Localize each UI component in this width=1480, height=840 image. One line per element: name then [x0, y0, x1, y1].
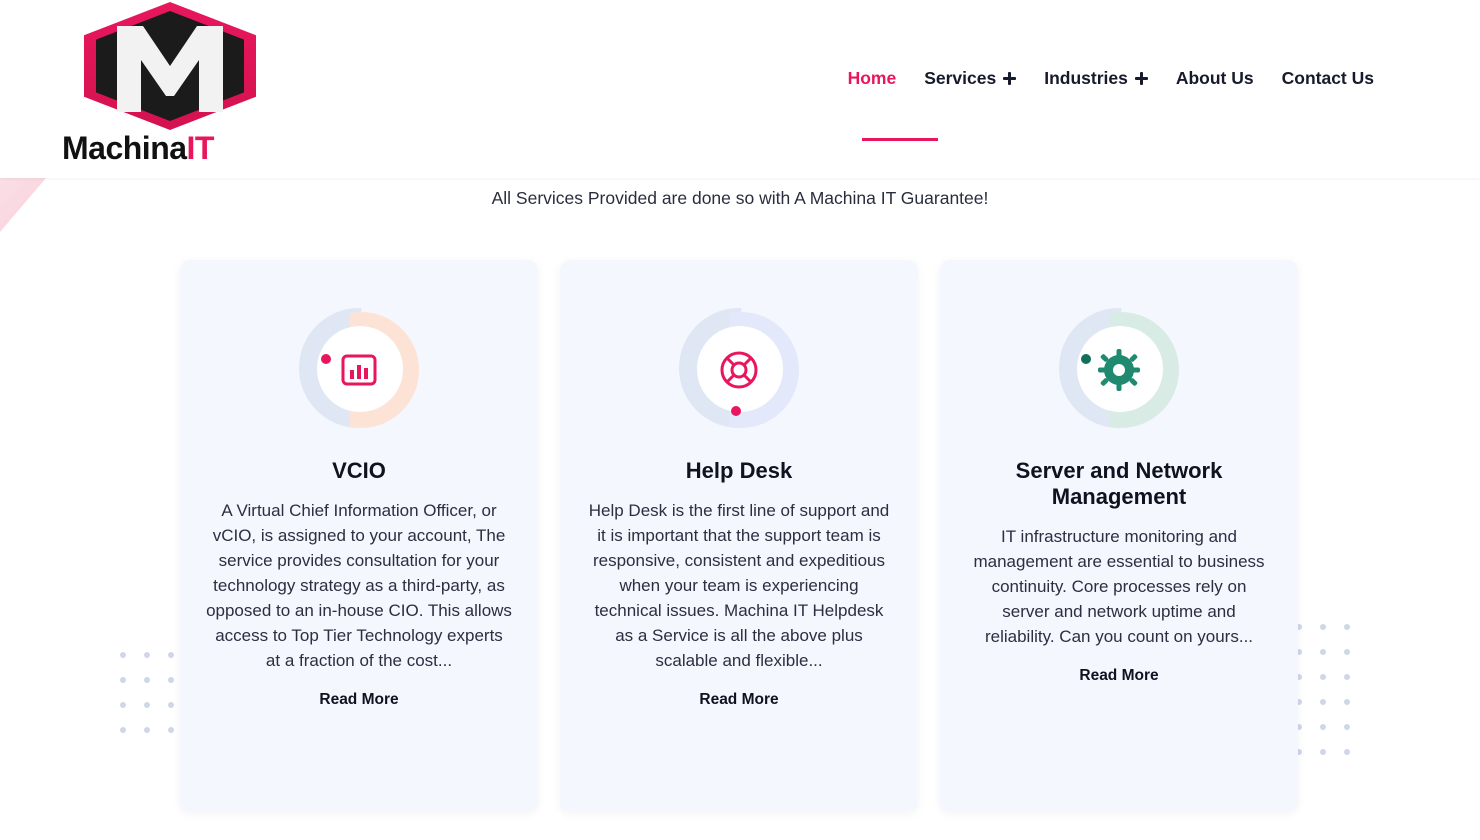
nav-item-label: Home: [847, 68, 897, 88]
decor-dot: [144, 702, 150, 708]
nav-item-contact-us[interactable]: [1268, 68, 1388, 89]
decor-dot: [1344, 674, 1350, 680]
card-title: VCIO: [332, 458, 386, 483]
decor-dot: [168, 652, 174, 658]
decor-dot: [120, 702, 126, 708]
service-cards: [180, 260, 1298, 812]
decor-dot: [168, 702, 174, 708]
nav-item-label: Industries: [1044, 68, 1128, 88]
decor-dot: [1320, 674, 1326, 680]
decor-dot: [168, 677, 174, 683]
decor-dot: [1320, 724, 1326, 730]
decor-dots-right: [1296, 624, 1366, 756]
gear-icon: [1055, 306, 1183, 434]
decor-dot: [168, 727, 174, 733]
decor-dot: [1344, 624, 1350, 630]
nav-item-industries[interactable]: [1030, 68, 1162, 89]
decor-dot: [120, 652, 126, 658]
card-title: Server and Network Management: [1015, 458, 1223, 509]
logo-text-accent: IT: [186, 130, 214, 166]
logo-text-main: Machina: [62, 130, 187, 166]
icon-accent-dot: [1081, 354, 1091, 364]
decor-dot: [1344, 649, 1350, 655]
card-icon-wrap: [1055, 306, 1183, 434]
decor-dot: [120, 677, 126, 683]
services-subtitle: All Services Provided are done so with A Machina IT Guarantee!: [491, 188, 989, 208]
service-card[interactable]: [560, 260, 918, 812]
icon-accent-dot: [731, 406, 741, 416]
read-more-link[interactable]: Read More: [1079, 667, 1159, 684]
card-title: Help Desk: [685, 458, 793, 483]
logo[interactable]: [62, 0, 277, 178]
decor-dot: [1320, 699, 1326, 705]
decor-dot: [1320, 749, 1326, 755]
decor-dot: [1344, 749, 1350, 755]
nav-item-services[interactable]: [910, 68, 1030, 89]
card-icon-wrap: [295, 306, 423, 434]
plus-icon[interactable]: [1135, 72, 1148, 85]
decor-dot: [1320, 649, 1326, 655]
service-card[interactable]: [940, 260, 1298, 812]
card-description: A Virtual Chief Information Officer, or vCIO, is assigned to your account, The service provides consultation for your technology strategy as a third-party, as opposed to an in-house CIO. This allows access to Top Tier Technology experts at a fraction of the cost...: [206, 501, 512, 670]
decor-dot: [1344, 699, 1350, 705]
main-navigation: [834, 68, 1388, 89]
logo-letter-m-icon: [117, 26, 223, 112]
icon-accent-dot: [321, 354, 331, 364]
nav-item-about-us[interactable]: [1162, 68, 1268, 89]
decor-dot: [144, 677, 150, 683]
nav-item-home[interactable]: [834, 68, 911, 89]
decor-dot: [144, 727, 150, 733]
card-description: Help Desk is the first line of support and it is important that the support team is responsive, consistent and expeditious when your team is experiencing technical issues. Machina IT Helpdesk as a Service is all the above plus scalable and flexible...: [588, 501, 890, 670]
card-icon-wrap: [675, 306, 803, 434]
nav-item-label: Contact Us: [1281, 68, 1374, 88]
read-more-link[interactable]: Read More: [699, 691, 779, 708]
decor-dot: [120, 727, 126, 733]
decor-dot: [1320, 624, 1326, 630]
card-description: IT infrastructure monitoring and management are essential to business continuity. Core processes rely on server and network uptime and reliability. Can you count on yours...: [973, 527, 1265, 646]
site-header: [0, 0, 1480, 178]
nav-item-label: Services: [924, 68, 997, 88]
active-nav-underline: [862, 138, 938, 141]
logo-hexagon-icon: [84, 2, 256, 130]
service-card[interactable]: [180, 260, 538, 812]
logo-text: [62, 130, 277, 167]
plus-icon[interactable]: [1003, 72, 1016, 85]
nav-item-label: About Us: [1175, 68, 1254, 88]
bar-chart-icon: [295, 306, 423, 434]
decor-dot: [144, 652, 150, 658]
read-more-link[interactable]: Read More: [319, 691, 399, 708]
decor-dot: [1344, 724, 1350, 730]
